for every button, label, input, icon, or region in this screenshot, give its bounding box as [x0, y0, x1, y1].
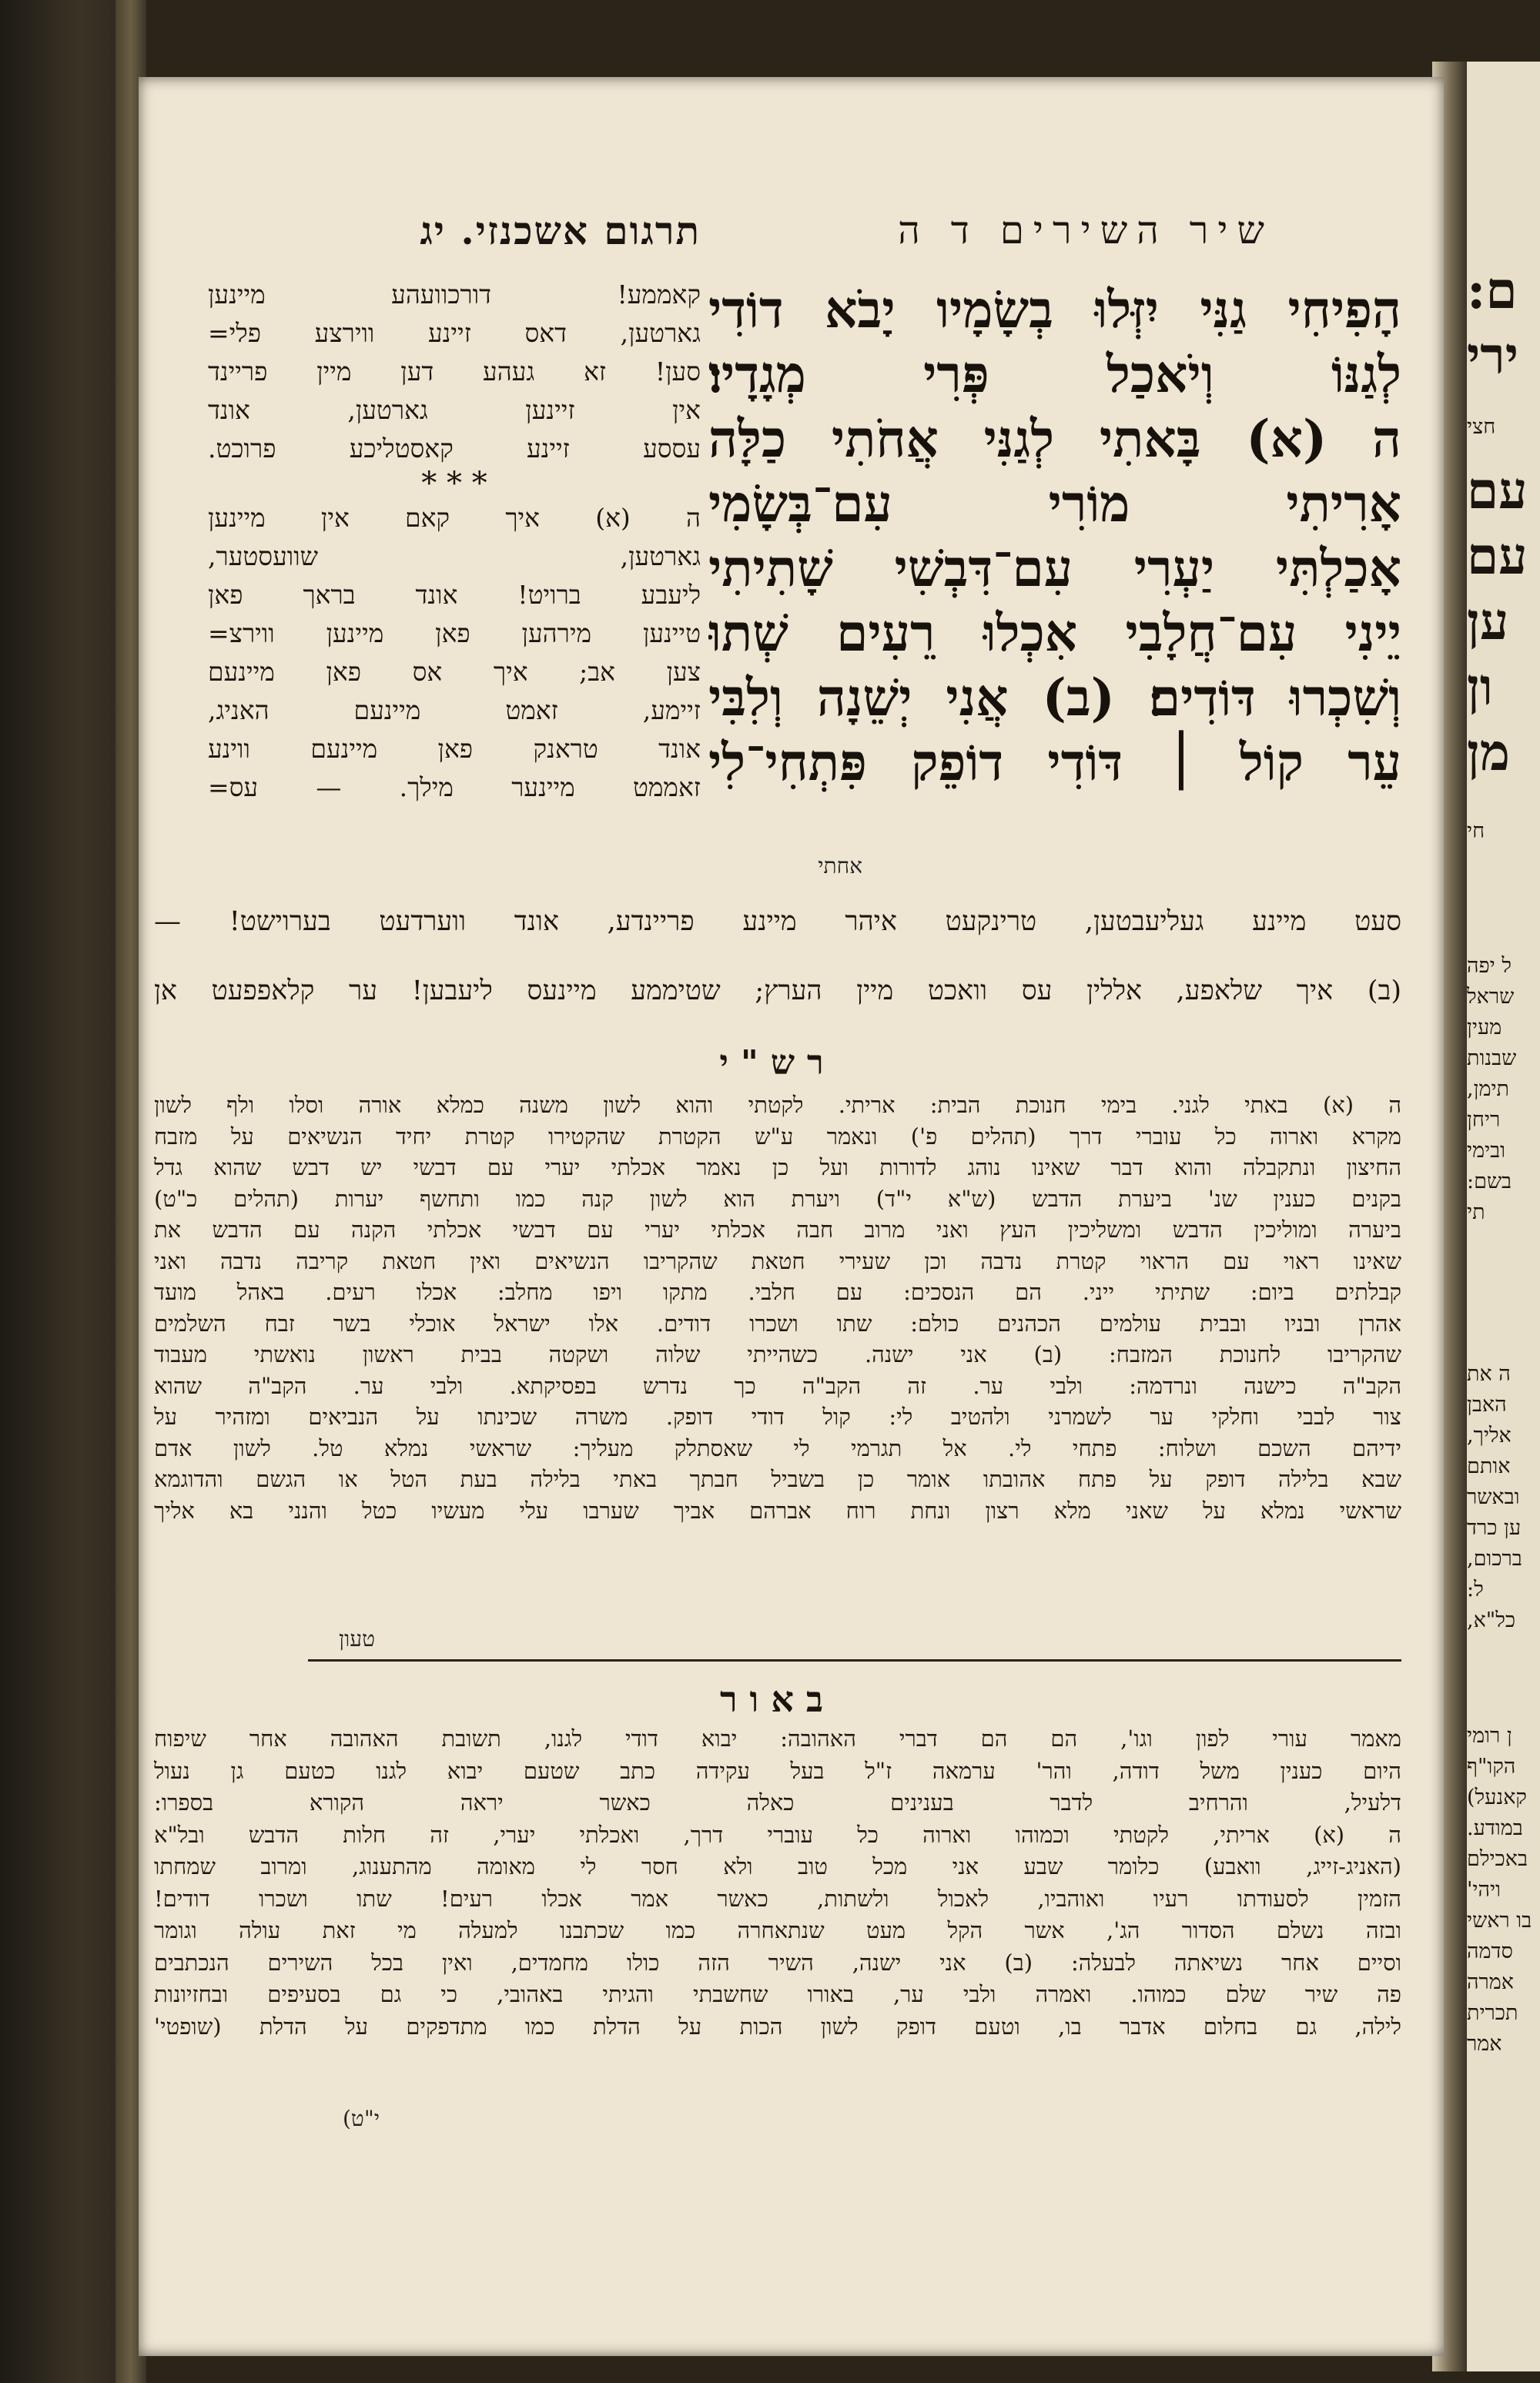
facing-page-text: בו ראשי: [1467, 1909, 1532, 1933]
facing-page-text: בשם:: [1467, 1170, 1512, 1193]
yiddish-line: זאממט מיינער מילך. — עס=: [208, 772, 701, 802]
hebrew-main-text: [708, 277, 1401, 795]
running-header-book: שיר השירים ד ה: [898, 208, 1274, 253]
hebrew-line: ה (א) בָּאתִי לְגַנִּי אֲחֹתִי כַלָּה: [708, 409, 1401, 469]
facing-page-text: תכרית: [1467, 2001, 1518, 2025]
section-rule: [308, 1659, 1401, 1662]
yiddish-wide-line: [154, 972, 1401, 1010]
rashi-commentary: [154, 1089, 1401, 1526]
biur-line: הזמין לסעודתו רעיו ואוהביו, לאכול ולשתות, כאשר אמר אכלו רעים! שתו ושכרו דודים!: [154, 1885, 1401, 1912]
rashi-line: שאינו ראוי עם הראוי קטרת נדבה וכן שעירי חטאת שהקריבו הנשיאים ואין חטאת קריבה נדבה ואני: [154, 1247, 1401, 1274]
biur-line: ה (א) אריתי, לקטתי וכמוהו וארוה כל עוברי דרך, ואכלתי יערי, זה חלות הדבש ובל"א: [154, 1821, 1401, 1848]
facing-page-text: מן: [1467, 722, 1510, 782]
yiddish-line: טיינען מירהען פאן מיינען ווירצ=: [208, 618, 701, 648]
biur-line: (האניג-זייג, וואבע) כלומר שבע אני מכל טוב ולא חסר לי מאומה מהתענוג, ומרוב שמחתו: [154, 1853, 1401, 1879]
yiddish-line: גארטען, שוועסטער,: [208, 541, 701, 571]
facing-page-text: חצי: [1467, 415, 1496, 439]
facing-page-text: באכילם: [1467, 1847, 1528, 1871]
rashi-heading: רש"י: [719, 1043, 836, 1083]
rashi-line: שהקריבו לחנוכת המזבח: (ב) אני ישנה. כשהייתי שלוה ושקטה בבית ראשון נואשתי מעבוד: [154, 1341, 1401, 1367]
facing-page-text: ן רומי: [1467, 1724, 1512, 1748]
yiddish-line: אונד טראנק פאן מיינעם ווינע: [208, 734, 701, 764]
rashi-line: אהרן ובניו ובבית עולמים הכהנים כולם: שתו ושכרו דודים. אלו ישראל אוכלי בשר זבח השלמים: [154, 1310, 1401, 1337]
facing-page-text: תימן,: [1467, 1077, 1510, 1101]
hebrew-line: הָפִיחִי גַנִּי יִזְּלוּ בְשָׂמָיו יָבֹא דוֹדִי: [708, 279, 1401, 340]
biur-line: דלעיל, והרחיב לדבר בענינים כאלה כאשר יראה הקורא בספרו:: [154, 1789, 1401, 1816]
facing-page-text: כל"א,: [1467, 1608, 1516, 1632]
rashi-line: בקנים כענין שנ' ביערת הדבש (ש"א י"ד) ויערת הוא לשון קנה כמו ותחשף יערות (תהלים כ"ט): [154, 1185, 1401, 1212]
rashi-line: שבא בלילה דופק על פתח אהובתו אומר כן בשביל חבתך באתי בלילה בעת הטל או הגשם והדוגמא: [154, 1466, 1401, 1492]
yiddish-line: עססע זיינע קאסטליכע פרוכט.: [208, 433, 701, 464]
rashi-line: שראשי נמלא על שאני מלא רצון ונחת רוח אברהם אביך שערבו עלי מעשיו כטל והנני בא אליך: [154, 1497, 1401, 1524]
facing-page-text: במודע.: [1467, 1816, 1523, 1840]
facing-page-text: ריחן: [1467, 1108, 1501, 1132]
wide-line: סעט מיינע געליעבטען, טרינקעט איהר מיינע פריינדע, אונד ווערדעט בערוישט! —: [154, 906, 1401, 937]
hebrew-line: יֵינִי עִם־חֲלָבִי אִכְלוּ רֵעִים שְׁתוּ: [708, 603, 1401, 663]
biur-line: היום כענין משל דודה, והר' ערמאה ז"ל בעל עקידה כתב שטעם יבוא לגנו כטעם גן נעול: [154, 1757, 1401, 1784]
running-header-translation: תרגום אשכנזי. יג: [420, 208, 701, 253]
rashi-catchword: טעון: [339, 1626, 376, 1652]
yiddish-line: סען! זא געהע דען מיין פריינד: [208, 356, 701, 387]
biur-heading: באור: [719, 1678, 836, 1720]
facing-page-text: ובימי: [1467, 1139, 1506, 1163]
facing-page-text: מעין: [1467, 1016, 1502, 1039]
facing-page-text: ירי: [1467, 326, 1519, 386]
facing-page-text: ברכום,: [1467, 1547, 1522, 1571]
facing-page-text: ם:: [1467, 260, 1518, 320]
rashi-line: ידיהם השכם ושלוח: פתחי לי. אל תגרמי לי שאסתלק מעליך: שראשי נמלא טל. לשון אדם: [154, 1434, 1401, 1461]
hebrew-line: עֵר קוֹל ׀ דּוֹדִי דוֹפֵק פִּתְחִי־לִי: [708, 732, 1401, 792]
hebrew-line: וְשִׁכְרוּ דּוֹדִים׃ (ב) אֲנִי יְשֵׁנָה וְלִבִּי: [708, 668, 1401, 728]
facing-page-text: עם: [1467, 460, 1528, 520]
rashi-line: צור לבבי וחלקי ער לשמרני ולהטיב לי: קול דודי דופק. משרה שכינתו על הנביאים ומזהיר על: [154, 1404, 1401, 1430]
hebrew-line: אָרִיתִי מוֹרִי עִם־בְּשָׂמִי: [708, 474, 1401, 534]
facing-page-text: עם: [1467, 526, 1528, 586]
yiddish-wide-line: [154, 902, 1401, 941]
rashi-line: ה (א) באתי לגני. בימי חנוכת הבית: אריתי. לקטתי והוא לשון משנה כמלא אורה וסלו ולף לשון: [154, 1092, 1401, 1118]
hebrew-line: אָכַלְתִּי יַעְרִי עִם־דִּבְשִׁי שָׁתִיתִי: [708, 538, 1401, 598]
facing-page-text: האבן: [1467, 1393, 1507, 1417]
facing-page-text: אמרה: [1467, 1970, 1515, 1994]
yiddish-translation-column: [208, 276, 701, 807]
biur-line: מאמר עורי לפון וגו', הם הם דברי האהובה: יבוא דודי לגנו, תשובת האהובה אחר שיפוח: [154, 1725, 1401, 1752]
wide-line: (ב) איך שלאפע, אללין עס וואכט מיין הערץ; שטיממע מיינעס ליעבען! ער קלאפפעט אן: [154, 976, 1401, 1006]
yiddish-line: זיימע, זאמט מיינעם האניג,: [208, 695, 701, 725]
catchword: אחתי: [818, 853, 862, 879]
yiddish-line: אין זיינען גארטען, אונד: [208, 395, 701, 425]
rashi-line: החיצון ונתקבלה והוא דבר שאינו נוהג לדורות ועל כן נאמר אכלתי יערי עם דבשי יש דבש שהוא גדל: [154, 1154, 1401, 1180]
yiddish-line: ליעבע ברויט! אונד בראך פאן: [208, 580, 701, 610]
facing-page-text: ען: [1467, 591, 1509, 651]
yiddish-line: קאממע! דורכוועהע מיינען: [208, 279, 701, 310]
facing-page-text: קאנעל): [1467, 1786, 1527, 1809]
yiddish-line: ה (א) איך קאם אין מיינען: [208, 503, 701, 533]
biur-line: וסיים אחר נשיאתה לבעלה: (ב) אני ישנה, השיר הזה כולו מחמדים, ואין בכל השירים הנכתבים: [154, 1949, 1401, 1976]
facing-page-text: חי: [1467, 819, 1485, 843]
biur-commentary: [154, 1723, 1401, 2043]
facing-page-text: סדמה: [1467, 1940, 1513, 1963]
facing-page-text: שראל: [1467, 985, 1515, 1009]
facing-page-text: ל:: [1467, 1578, 1484, 1601]
facing-page-text: ויהי': [1467, 1878, 1502, 1902]
yiddish-line: גארטען, דאס זיינע ווירצע פלי=: [208, 318, 701, 348]
facing-page-text: ל יפה: [1467, 954, 1512, 978]
yiddish-line: צען אב; איך אס פאן מיינעם: [208, 657, 701, 687]
section-separator: * * *: [421, 466, 487, 501]
facing-page-text: אליך,: [1467, 1424, 1512, 1448]
page-signature: י"ט): [343, 2106, 380, 2131]
hebrew-line: לְגַנּוֹ וְיֹאכַל פְּרִי מְגָדָיו׃: [708, 344, 1401, 404]
rashi-line: הקב"ה כישנה ונרדמה: ולבי ער. זה הקב"ה כך נדרש בפסיקתא. ולבי ער. הקב"ה שהוא: [154, 1372, 1401, 1399]
facing-page-text: שבנות: [1467, 1046, 1517, 1070]
biur-line: פה שיר שלם כמוהו. ואמרה ולבי ער, באורו שחשבתי והגיתי באהובי, כי גם בסעיפים ובחזיונות: [154, 1981, 1401, 2007]
facing-page-text: ען כרד: [1467, 1516, 1522, 1540]
facing-page-text: ובאשר: [1467, 1485, 1520, 1509]
rashi-line: ביערה ומוליכין הדבש ומשליכין העץ ואני מרוב חבה אכלתי יערי עם דבשי אכלתי הקנה עם הדבש את: [154, 1217, 1401, 1243]
facing-page-text: ה את: [1467, 1362, 1511, 1386]
biur-line: לילה, גם בחלום אדבר בו, וטעם דופק לשון הכות על הדלת כמו מתדפקים על הדלת (שופטי': [154, 2013, 1401, 2040]
facing-page-text: אמר: [1467, 2032, 1502, 2056]
rashi-line: קבלתים ביום: שתיתי ייני. הם הנסכים: עם חלבי. מתקו ויפו מחלב: אכלו רעים. באהל מועד: [154, 1279, 1401, 1305]
facing-page-text: ון: [1467, 657, 1493, 717]
facing-page-text: תי: [1467, 1200, 1485, 1224]
facing-page-text: הקו"ף: [1467, 1755, 1516, 1779]
facing-page-text: אותם: [1467, 1454, 1511, 1478]
rashi-line: מקרא וארוה כל עוברי דרך (תהלים פ') ונאמר ע"ש הקטרת שהקטירו קטרת יחיד הנשיאים על מזבח: [154, 1123, 1401, 1150]
biur-line: ובזה נשלם הסדור הג', אשר הקל מעט שנתאחרה כמו שכתבנו למעלה מי זאת עולה וגומר: [154, 1917, 1401, 1943]
